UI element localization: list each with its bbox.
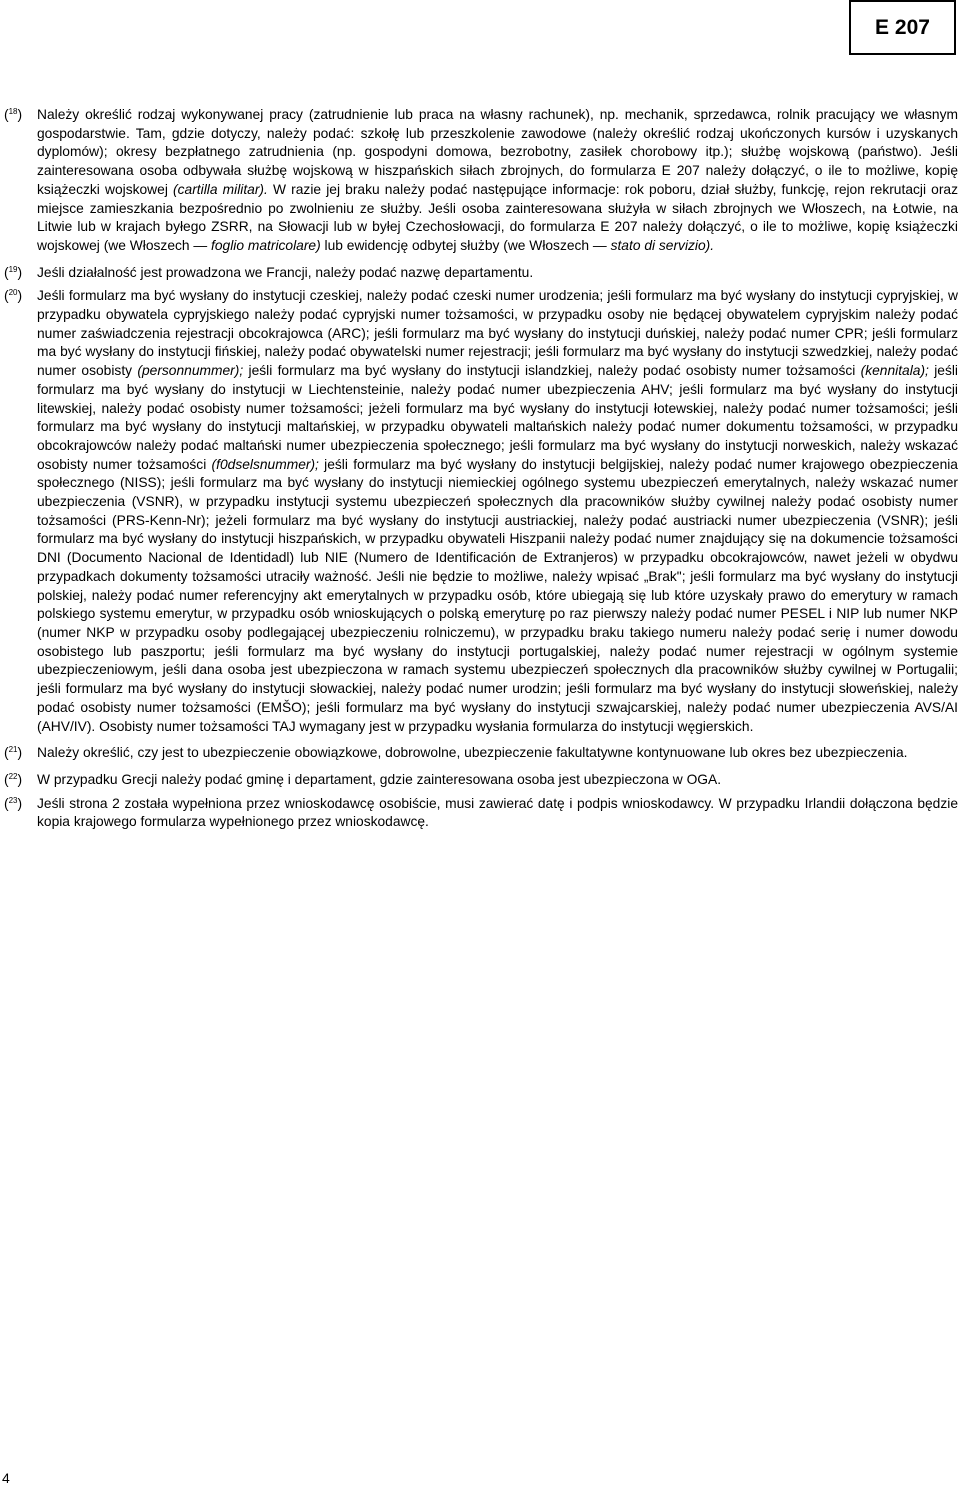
footnote-text-run: Należy określić, czy jest to ubezpieczenie obowiązkowe, dobrowolne, ubezpieczenie fakultatywne kontynuowane lub okres bez ubezpieczenia. [37, 745, 908, 761]
footnote-text [37, 795, 958, 832]
footnote-text-run: Jeśli formularz ma być wysłany do instytucji czeskiej, należy podać czeski numer urodzenia; jeśli formularz ma być wysłany do instytucji cypryjskiej, w przypadku obywatela cypryjskiego należy podać cypryjski numer tożsamości, w przypadku osoby nie będącej obywatelem cypryjskim należy podać numer zaświadczenia rejestracji obcokrajowca (ARC); jeśli formularz ma być wysłany do instytucji duńskiej, należy podać numer CPR; jeśli formularz ma być wysłany do instytucji fińskiej, należy podać obywatelski numer rejestracji; jeśli formularz ma być wysłany do instytucji szwedzkiej, należy podać numer osobisty [37, 288, 958, 379]
footnote-marker: ($^{23}$) [4, 795, 23, 811]
footnote-text-run: W razie jej braku należy podać następujące informacje: rok poboru, dział służby, funkcję, rejon rekrutacji oraz miejsce zamieszkania bezpośrednio po zwolnieniu ze służby. Jeśli osoba zainteresowana służyła w siłach zbrojnych we Włoszech, na Łotwie, na Litwie lub w krajach byłego ZSRR, na Słowacji lub w byłej Czechosłowacji, do formularza E 207 należy dołączyć, o ile to możliwe, kopię książeczki wojskowej (we Włoszech — [37, 181, 958, 253]
footnote-number: 19 [8, 264, 18, 274]
footnote-italic-term: foglio matricolare) [211, 237, 321, 253]
footnote-number: 18 [8, 107, 18, 116]
form-code-box [849, 0, 956, 55]
footnote-text [37, 771, 958, 790]
footnote-text [37, 287, 958, 736]
footnote-18 [4, 106, 958, 256]
footnote-text-run: Jeśli strona 2 została wypełniona przez wnioskodawcę osobiście, musi zawierać datę i podpis wnioskodawcy. W przypadku Irlandii dołączona będzie kopia krajowego formularza wypełnionego przez wnioskodawcę. [37, 795, 958, 830]
footnote-text-run: Jeśli działalność jest prowadzona we Francji, należy podać nazwę departamentu. [37, 264, 534, 280]
footnote-italic-term: (f0dselsnummer); [211, 456, 319, 472]
footnote-text [37, 264, 958, 283]
footnotes-list [4, 106, 958, 837]
footnote-19 [4, 264, 958, 283]
footnote-number: 23 [8, 795, 18, 805]
footnote-text-run: lub ewidencję odbytej służby (we Włoszech — [320, 237, 611, 253]
footnote-23 [4, 795, 958, 832]
footnote-text [37, 744, 958, 763]
footnote-number: 22 [8, 771, 18, 781]
footnote-marker: ($^{22}$) [4, 771, 23, 787]
footnote-22 [4, 771, 958, 790]
footnote-text-run: jeśli formularz ma być wysłany do instytucji belgijskiej, należy podać numer krajowego obezpieczenia społecznego (NISS); jeśli formularz ma być wysłany do instytucji niemieckiej ogólnego systemu ubezpieczeń emerytalnych, należy wskazać numer ubezpieczenia (VSNR), w przypadku instytucji systemu ubezpieczeń społecznych dla pracowników służby cywilnej należy podać osobisty numer tożsamości (PRS-Kenn-Nr); jeżeli formularz ma być wysłany do instytucji austriackiej, należy podać austriacki numer ubezpieczenia (VSNR); jeśli formularz ma być wysłany do instytucji hiszpańskich, w przypadku obywateli Hiszpanii należy podać numer znajdujący się na dokumencie tożsamości DNI (Documento Nacional de Identidadl) lub NIE (Numero de Identificación de Extranjeros) w przypadku obcokrajowców, nawet jeżeli w obydwu przypadkach dokumenty tożsamości utraciły ważność. Jeśli nie będzie to możliwe, należy wpisać „Brak"; jeśli formularz ma być wysłany do instytucji polskiej, należy podać numer referencyjny akt emerytalnych w przypadku osób, które ubiegają się lub które uzyskały prawo do emerytury w ramach polskiego systemu emerytur, w przypadku osób wnioskujących o polską emeryturę po raz pierwszy należy podać numer PESEL i NIP lub numer NKP (numer NKP w przypadku osoby podlegającej ubezpieczeniu rolniczemu), w przypadku braku takiego numeru należy podać serię i numer dowodu osobistego lub paszportu; jeśli formularz ma być wysłany do instytucji portugalskiej, należy podać numer rejestracji w ogólnym systemie ubezpieczeniowym, jeśli dana osoba jest ubezpieczona w ramach systemu ubezpieczeń społecznych dla pracowników służby cywilnej w Portugalii; jeśli formularz ma być wysłany do instytucji słowackiej, należy podać numer urodzin; jeśli formularz ma być wysłany do instytucji słoweńskiej, należy podać osobisty numer tożsamości (EMŠO); jeśli formularz ma być wysłany do instytucji szwajcarskiej, należy podać numer ubezpieczenia AVS/AI (AHV/IV). Osobisty numer tożsamości TAJ wymagany jest w przypadku wysłania formularza do instytucji węgierskich. [37, 456, 958, 734]
footnote-italic-term: (cartilla militar). [173, 181, 268, 197]
footnote-italic-term: (kennitala); [860, 363, 929, 379]
footnote-marker: ($^{19}$) [4, 264, 23, 280]
page-number: 4 [2, 1470, 10, 1486]
footnote-number: 21 [8, 745, 18, 755]
footnote-text-run: Należy określić rodzaj wykonywanej pracy (zatrudnienie lub praca na własny rachunek), np. mechanik, sprzedawca, rolnik pracujący we własnym gospodarstwie. Tam, gdzie dotyczy, należy podać: szkołę lub przeszkolenie zawodowe (należy określić rodzaj ukończonych kursów i uzyskanych dyplomów); okresy bezpłatnego zatrudnienia (np. gospodyni domowa, bezrobotny, zasiłek chorobowy itp.); służbę wojskową (państwo). Jeśli zainteresowana osoba odbywała służbę wojskową w hiszpańskich siłach zbrojnych, do formularza E 207 należy dołączyć, o ile to możliwe, kopię książeczki wojskowej [37, 107, 958, 197]
form-code: E 207 [875, 15, 930, 39]
footnote-text [37, 106, 958, 256]
footnote-marker: ($^{21}$) [4, 745, 23, 761]
footnote-italic-term: (personnummer); [137, 363, 244, 379]
footnote-text-run: W przypadku Grecji należy podać gminę i departament, gdzie zainteresowana osoba jest ubezpieczona w OGA. [37, 771, 722, 787]
footnote-marker: ($^{18}$) [4, 107, 23, 122]
footnote-text-run: jeśli formularz ma być wysłany do instytucji w Liechtensteinie, należy podać numer ubezpieczenia AHV; jeśli formularz ma być wysłany do instytucji litewskiej, należy podać osobisty numer tożsamości; jeżeli formularz ma być wysłany do instytucji łotewskiej, należy podać numer tożsamości; jeśli formularz ma być wysłany do instytucji maltańskiej, w przypadku obywateli maltańskich należy podać numer dokumentu tożsamości, w przypadku obcokrajowców należy podać maltański numer ubezpieczenia społecznego; jeśli formularz ma być wysłany do instytucji norweskich, należy wskazać osobisty numer tożsamości [37, 363, 958, 472]
footnote-text-run: jeśli formularz ma być wysłany do instytucji islandzkiej, należy podać osobisty numer tożsamości [243, 363, 861, 379]
footnote-20 [4, 287, 958, 736]
footnote-number: 20 [8, 288, 18, 298]
footnote-marker: ($^{20}$) [4, 288, 23, 304]
footnote-21 [4, 744, 958, 763]
footnote-italic-term: stato di servizio). [610, 237, 715, 253]
